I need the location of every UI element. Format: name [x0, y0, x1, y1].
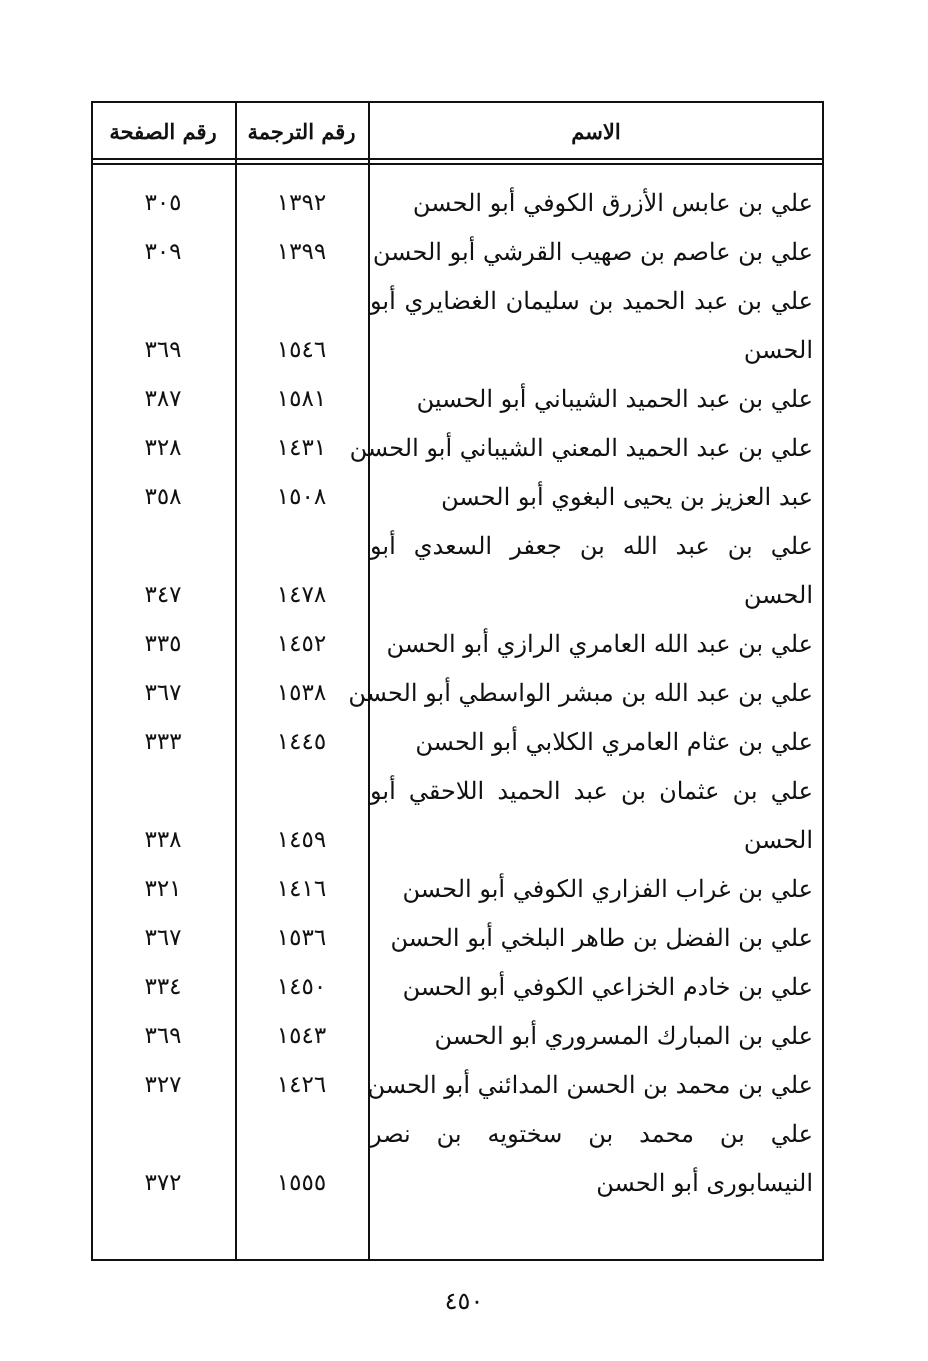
- entry-name-line: علي بن عثمان بن عبد الحميد اللاحقي أبو: [370, 777, 813, 805]
- table-row: [93, 1061, 822, 1110]
- entry-name: [349, 424, 813, 473]
- page-number-cell: ٣٠٩: [144, 239, 182, 265]
- table-row: [93, 767, 822, 865]
- page-number-cell: ٣٧٢: [144, 1170, 182, 1196]
- header-translation-no: رقم الترجمة: [247, 119, 356, 144]
- page-number-cell: ٣٦٩: [144, 1023, 182, 1049]
- translation-number: ١٤٢٦: [276, 1072, 327, 1098]
- page-number-cell: ٣٣٨: [144, 827, 182, 853]
- entry-name: [370, 375, 813, 424]
- entry-name-line: علي بن خادم الخزاعي الكوفي أبو الحسن: [402, 973, 813, 1001]
- translation-number: ١٥٤٣: [276, 1023, 327, 1049]
- translation-number: ١٤٣١: [276, 435, 327, 461]
- entry-name: [370, 1012, 813, 1061]
- entry-name-line: علي بن محمد بن سختويه بن نصر: [370, 1120, 813, 1148]
- entry-name: [348, 669, 813, 718]
- translation-number: ١٥٣٨: [276, 680, 327, 706]
- entry-name: [370, 620, 813, 669]
- entry-name-line: علي بن الفضل بن طاهر البلخي أبو الحسن: [390, 924, 813, 952]
- translation-number: ١٥٥٥: [276, 1170, 327, 1196]
- page-number-cell: ٣٠٥: [144, 190, 182, 216]
- page-number: ٤٥٠: [444, 1287, 484, 1315]
- page-number-cell: ٣٢٧: [144, 1072, 182, 1098]
- entry-name-line: النيسابورى أبو الحسن: [596, 1169, 813, 1197]
- entry-name-line: علي بن عبد الحميد الشيباني أبو الحسين: [416, 385, 813, 413]
- table-row: [93, 669, 822, 718]
- table-row: [93, 914, 822, 963]
- entry-name: [370, 767, 813, 865]
- entry-name-line: علي بن عبد الحميد بن سليمان الغضايري أبو: [370, 287, 813, 315]
- translation-number: ١٤٥٩: [276, 827, 327, 853]
- entry-name: [370, 228, 813, 277]
- table-row: [93, 620, 822, 669]
- entry-name: [370, 963, 813, 1012]
- translation-number: ١٥٣٦: [276, 925, 327, 951]
- entry-name-line: علي بن عابس الأزرق الكوفي أبو الحسن: [412, 189, 813, 217]
- entry-name: [370, 1110, 813, 1208]
- table-row: [93, 473, 822, 522]
- header-rule: [93, 163, 822, 165]
- header-name: الاسم: [571, 119, 621, 144]
- table-row: [93, 179, 822, 228]
- page-number-cell: ٣٣٤: [144, 974, 182, 1000]
- entry-name-line: عبد العزيز بن يحيى البغوي أبو الحسن: [441, 483, 813, 511]
- page-number-cell: ٣٢٨: [144, 435, 182, 461]
- entry-name-line: علي بن المبارك المسروري أبو الحسن: [434, 1022, 813, 1050]
- entry-name: [367, 1061, 813, 1110]
- translation-number: ١٥٠٨: [276, 484, 327, 510]
- page-number-cell: ٣٥٨: [144, 484, 182, 510]
- page-number-cell: ٣٣٥: [144, 631, 182, 657]
- translation-number: ١٥٤٦: [276, 337, 327, 363]
- index-table: [91, 101, 824, 1261]
- entry-name: [370, 522, 813, 620]
- translation-number: ١٤٧٨: [276, 582, 327, 608]
- entry-name-line: علي بن عبد الحميد المعني الشيباني أبو الحسن: [349, 434, 813, 462]
- translation-number: ١٣٩٩: [276, 239, 327, 265]
- entry-name-line: علي بن محمد بن الحسن المدائني أبو الحسن: [367, 1071, 813, 1099]
- table-row: [93, 865, 822, 914]
- table-row: [93, 1110, 822, 1208]
- entry-name: [370, 277, 813, 375]
- entry-name: [370, 718, 813, 767]
- page-number-cell: ٣٦٩: [144, 337, 182, 363]
- translation-number: ١٥٨١: [276, 386, 327, 412]
- entry-name: [370, 914, 813, 963]
- entry-name-line: الحسن: [743, 336, 813, 364]
- entry-name-line: الحسن: [743, 581, 813, 609]
- entry-name: [370, 473, 813, 522]
- page-number-cell: ٣٤٧: [144, 582, 182, 608]
- table-row: [93, 963, 822, 1012]
- page-number-cell: ٣٦٧: [144, 925, 182, 951]
- page-number-cell: ٣٨٧: [144, 386, 182, 412]
- translation-number: ١٤١٦: [276, 876, 327, 902]
- page-number-cell: ٣٦٧: [144, 680, 182, 706]
- entry-name-line: علي بن عاصم بن صهيب القرشي أبو الحسن: [372, 238, 813, 266]
- entry-name-line: علي بن عبد الله بن جعفر السعدي أبو: [370, 532, 813, 560]
- table-row: [93, 522, 822, 620]
- page-number-cell: ٣٣٣: [144, 729, 182, 755]
- entry-name-line: علي بن عثام العامري الكلابي أبو الحسن: [415, 728, 813, 756]
- translation-number: ١٤٥٢: [276, 631, 327, 657]
- table-row: [93, 375, 822, 424]
- table-row: [93, 228, 822, 277]
- header-page-no: رقم الصفحة: [109, 119, 217, 144]
- table-row: [93, 718, 822, 767]
- entry-name-line: علي بن عبد الله العامري الرازي أبو الحسن: [386, 630, 813, 658]
- table-row: [93, 1012, 822, 1061]
- entry-name-line: علي بن عبد الله بن مبشر الواسطي أبو الحسن: [348, 679, 813, 707]
- entry-name-line: الحسن: [743, 826, 813, 854]
- table-row: [93, 277, 822, 375]
- header-rule: [93, 158, 822, 160]
- translation-number: ١٤٤٥: [276, 729, 327, 755]
- page-number-cell: ٣٢١: [144, 876, 182, 902]
- table-row: [93, 424, 822, 473]
- translation-number: ١٤٥٠: [276, 974, 327, 1000]
- entry-name: [370, 865, 813, 914]
- entry-name-line: علي بن غراب الفزاري الكوفي أبو الحسن: [402, 875, 813, 903]
- entry-name: [370, 179, 813, 228]
- translation-number: ١٣٩٢: [276, 190, 327, 216]
